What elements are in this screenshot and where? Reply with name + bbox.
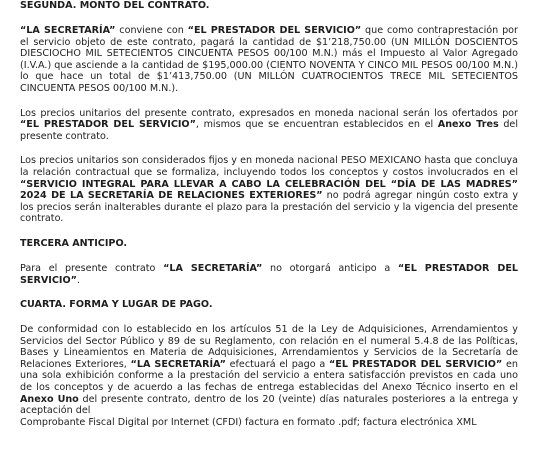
service-name: “SERVICIO INTEGRAL PARA LLEVAR A CABO LA CELEBRACIÓN DEL “DÍA DE LAS MADRES” 2024 DE LA SECRETARÍA DE RELACIONES EXTERIORES” [20, 178, 518, 202]
paragraph-precios-fijos: Los precios unitarios son considerados fijos y en moneda nacional PESO MEXICANO hasta que concluya la relación contractual que se formaliza, incluyendo todos los conceptos y costos involucrados en el “SERVICIO INTEGRAL PARA LLEVAR A CABO LA CELEBRACIÓN DEL “DÍA DE LAS MADRES” 2024 DE LA SECRETARÍA DE RELACIONES EXTERIORES” no podrá agregar ningún costo extra y los precios serán inalterables durante el plazo para la prestación del servicio y la vigencia del presente contrato. [20, 155, 518, 225]
paragraph-anticipo: Para el presente contrato “LA SECRETARÍA” no otorgará anticipo a “EL PRESTADOR DEL SERVICIO”. [20, 262, 518, 286]
contract-page [20, 0, 518, 428]
party-prestador: “EL PRESTADOR DEL SERVICIO” [20, 262, 518, 286]
paragraph-precios-unitarios: Los precios unitarios del presente contrato, expresados en moneda nacional serán los ofertados por “EL PRESTADOR DEL SERVICIO”, mismos que se encuentran establecidos en el Anexo Tres del presente contrato. [20, 107, 518, 142]
paragraph-forma-pago: De conformidad con lo establecido en los artículos 51 de la Ley de Adquisiciones, Arrendamientos y Servicios del Sector Público y 89 de su Reglamento, con relación en el numeral 5.4.8 de las Políticas, Bases y Lineamientos en Materia de Adquisiciones, Arrendamientos y Servicios de la Secretaría de Relaciones Exteriores, “LA SECRETARÍA” efectuará el pago a “EL PRESTADOR DEL SERVICIO” en una sola exhibición conforme a la prestación del servicio a entera satisfacción previstos en cada uno de los conceptos y de acuerdo a las fechas de entrega establecidas del Anexo Técnico inserto en el Anexo Uno del presente contrato, dentro de los 20 (veinte) días naturales posteriores a la entrega y aceptación del [20, 324, 518, 417]
paragraph-monto-total: “LA SECRETARÍA” conviene con “EL PRESTADOR DEL SERVICIO” que como contraprestación por el servicio objeto de este contrato, pagará la cantidad de $1’218,750.00 (UN MILLÓN DOSCIENTOS DIESCIOCHO MIL SETECIENTOS CINCUENTA PESOS 00/100 M.N.) más el Impuesto al Valor Agregado (I.V.A.) que asciende a la cantidad de $195,000.00 (CIENTO NOVENTA Y CINCO MIL PESOS 00/100 M.N.) lo que hace un total de $1’413,750.00 (UN MILLÓN CUATROCIENTOS TRECE MIL SETECIENTOS CINCUENTA PESOS 00/100 M.N.). [20, 25, 518, 94]
paragraph-forma-pago-last-line: Comprobante Fiscal Digital por Internet (CFDI) factura en formato .pdf; factura electrónica XML [20, 416, 477, 428]
party-prestador: “EL PRESTADOR DEL SERVICIO” [187, 25, 362, 36]
party-prestador: “EL PRESTADOR DEL SERVICIO” [329, 358, 503, 370]
anexo-tres-ref: Anexo Tres [437, 119, 499, 131]
party-secretaria: “LA SECRETARÍA” [163, 262, 263, 274]
anexo-uno-ref: Anexo Uno [20, 393, 79, 405]
party-prestador: “EL PRESTADOR DEL SERVICIO” [20, 119, 196, 131]
section-heading-cuarta: CUARTA. FORMA Y LUGAR DE PAGO. [20, 299, 213, 311]
section-heading-tercera: TERCERA ANTICIPO. [20, 237, 128, 249]
party-secretaria: “LA SECRETARÍA” [130, 358, 226, 370]
party-secretaria: “LA SECRETARÍA” [20, 25, 116, 36]
section-heading-segunda: SEGUNDA. MONTO DEL CONTRATO. [20, 0, 210, 11]
